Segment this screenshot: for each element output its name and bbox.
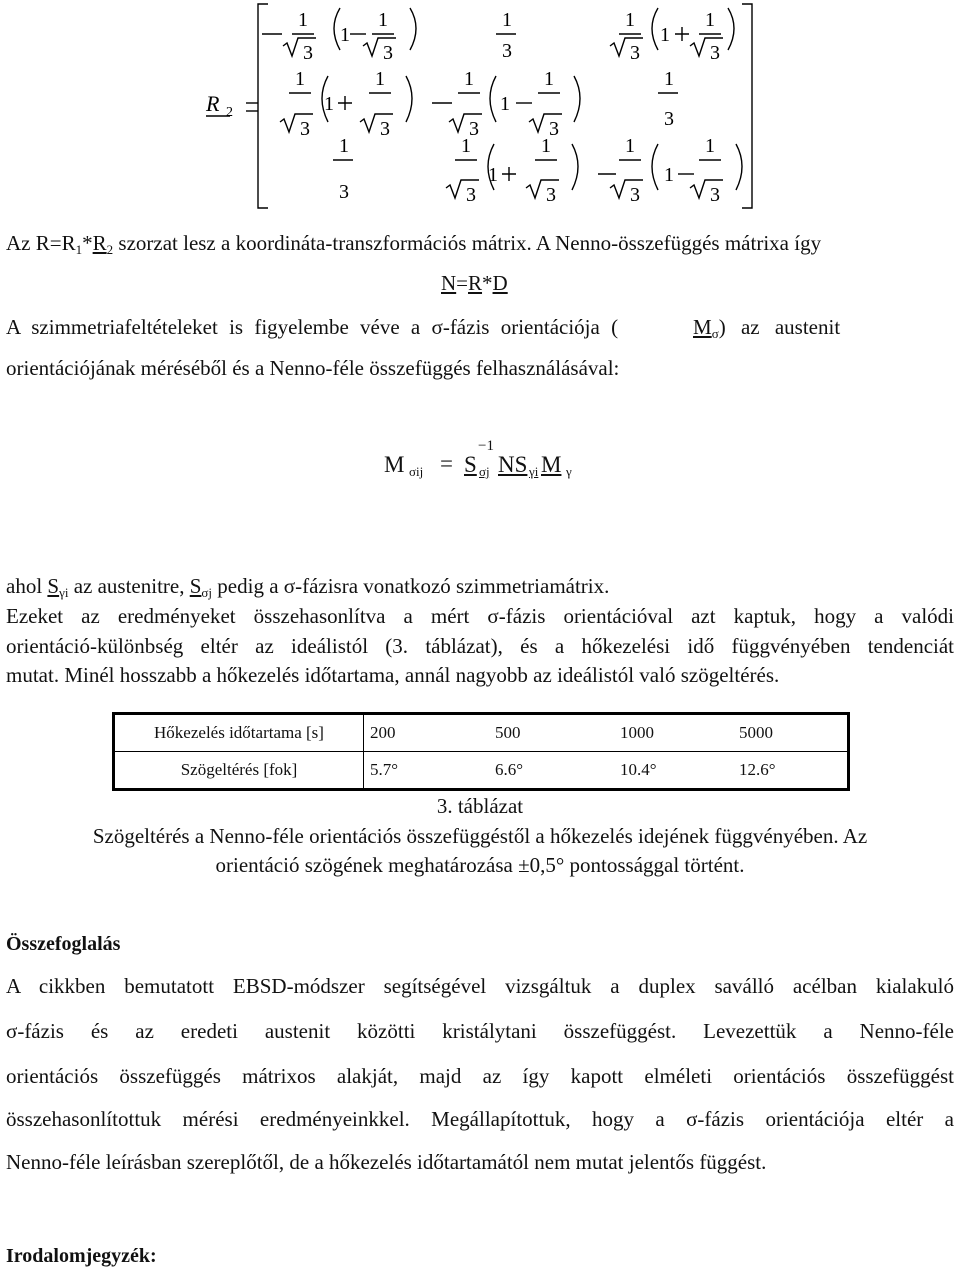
matrix-numeral-three: 3 — [630, 42, 640, 64]
matrix-lhs-subscript: 2 — [226, 105, 233, 120]
subscript-1: 1 — [75, 242, 83, 257]
table-row — [114, 752, 849, 790]
matrix-numeral-three: 3 — [380, 118, 390, 140]
matrix-numeral-three: 3 — [630, 184, 640, 206]
matrix-numeral-one: 1 — [375, 68, 385, 90]
eq-equals: = — [440, 451, 453, 476]
text-l1-b: az austenitre, — [68, 574, 190, 598]
table-caption-number: 3. táblázat — [436, 794, 524, 818]
matrix-numeral-one: 1 — [625, 9, 635, 31]
summary-line: A cikkben bemutatott EBSD-módszer segítségével vizsgáltuk a duplex saválló acélban kialakuló — [6, 974, 954, 998]
matrix-numeral-three: 3 — [300, 118, 310, 140]
matrix-numeral-three: 3 — [502, 40, 512, 62]
subscript-gamma-i: γi — [59, 585, 69, 600]
star-operator: * — [82, 231, 93, 255]
paragraph-symmetry-line-2 — [6, 356, 619, 380]
star-operator: * — [482, 271, 493, 295]
symbol-d: D — [492, 271, 508, 295]
matrix-numeral-one: 1 — [339, 135, 349, 157]
table-row-label: Szögeltérés [fok] — [114, 752, 364, 790]
matrix-numeral-one: 1 — [705, 9, 715, 31]
matrix-numeral-one: 1 — [488, 164, 498, 186]
matrix-numeral-three: 3 — [549, 118, 559, 140]
matrix-numeral-one: 1 — [340, 24, 350, 46]
symbol-r: R — [35, 231, 50, 255]
symbol-m-sigma: M — [693, 315, 712, 339]
paragraph-results-line-3: orientáció-különbség eltér az ideálistól (3. táblázat), és a hőkezelési idő függvényében tendenciát — [6, 634, 954, 658]
matrix-numeral-one: 1 — [544, 68, 554, 90]
summary-line: σ-fázis és az eredeti austenit közötti kristálytani összefüggést. Levezettük a Nenno-féle — [6, 1019, 954, 1043]
summary-line: orientációs összefüggés mátrixos alakját, majd az így kapott elméleti orientációs összefüggést — [6, 1064, 954, 1088]
summary-heading: Összefoglalás — [6, 933, 121, 955]
table-caption-line-2: orientáció szögének meghatározása ±0,5° pontossággal történt. — [215, 853, 745, 877]
matrix-numeral-three: 3 — [664, 108, 674, 130]
text-line1-b: ) az austenit — [718, 315, 841, 339]
matrix-numeral-one: 1 — [541, 135, 551, 157]
matrix-numeral-three: 3 — [383, 42, 393, 64]
matrix-numeral-three: 3 — [469, 118, 479, 140]
table-cell: 5.7° — [370, 760, 399, 779]
matrix-numeral-one: 1 — [705, 135, 715, 157]
text-l1-c: pedig a σ-fázisra vonatkozó szimmetriamátrix. — [212, 574, 610, 598]
matrix-numeral-three: 3 — [546, 184, 556, 206]
eq-s-subscript: σj — [479, 464, 490, 479]
table-row — [114, 714, 849, 752]
matrix-numeral-one: 1 — [625, 135, 635, 157]
symbol-s-sigma: S — [189, 574, 202, 598]
table-cell: 200 — [364, 714, 490, 752]
matrix-numeral-one: 1 — [664, 68, 674, 90]
summary-last-line: Nenno-féle leírásban szereplőtől, de a hőkezelés időtartamától nem mutat jelentős függést. — [6, 1150, 767, 1174]
paragraph-symmetry-line-1-tail — [693, 315, 840, 346]
symbol-s-gamma: S — [47, 574, 60, 598]
subscript-sigma: σ — [711, 326, 719, 341]
heat-treatment-table — [112, 712, 850, 791]
matrix-numeral-one: 1 — [295, 68, 305, 90]
table-cell: 5000 — [733, 714, 849, 752]
equals-sign: = — [456, 271, 469, 295]
matrix-numeral-one: 1 — [464, 68, 474, 90]
text-l1-a: ahol — [6, 574, 48, 598]
references-heading: Irodalomjegyzék: — [6, 1245, 157, 1267]
eq-s-superscript: −1 — [478, 438, 494, 454]
table-row-label: Hőkezelés időtartama [s] — [114, 714, 364, 752]
eq-m2: M — [541, 452, 562, 477]
symbol-r2: R — [92, 231, 107, 255]
matrix-numeral-one: 1 — [461, 135, 471, 157]
paragraph-product — [6, 231, 821, 262]
rotation-matrix-r2 — [0, 0, 960, 215]
text-rest: szorzat lesz a koordináta-transzformációs mátrix. A Nenno-összefüggés mátrixa így — [113, 231, 822, 255]
orientation-equation — [384, 438, 584, 488]
eq-s: S — [464, 452, 477, 477]
matrix-numeral-one: 1 — [502, 9, 512, 31]
paragraph-results-line-1 — [6, 574, 609, 605]
matrix-numeral-one: 1 — [378, 9, 388, 31]
matrix-numeral-three: 3 — [710, 42, 720, 64]
table-cell: 10.4° — [620, 760, 657, 779]
text-prefix: Az — [6, 231, 36, 255]
symbol-n: N — [441, 271, 457, 295]
matrix-figure — [0, 0, 960, 215]
paragraph-results-line-4: mutat. Minél hosszabb a hőkezelés időtartama, annál nagyobb az ideálistól való szögeltérés. — [6, 663, 780, 687]
equals-sign: = — [49, 231, 62, 255]
matrix-numeral-one: 1 — [664, 164, 674, 186]
table-cell: 500 — [489, 714, 614, 752]
table-cell: 1000 — [614, 714, 733, 752]
matrix-numeral-three: 3 — [339, 181, 349, 203]
eq-ns-subscript: γi — [529, 464, 539, 479]
text-line1-a: A szimmetriafeltételeket is figyelembe véve a σ-fázis orientációja ( — [6, 315, 619, 339]
eq-m: M — [384, 452, 405, 477]
subscript-2: 2 — [106, 242, 114, 257]
eq-m2-subscript: γ — [566, 464, 572, 479]
summary-line: összehasonlítottuk mérési eredményeinkkel. Megállapítottuk, hogy a σ-fázis orientációja eltér a — [6, 1107, 954, 1131]
eq-m-subscript: σij — [409, 464, 424, 479]
symbol-r: R — [468, 271, 483, 295]
table-caption-line-1: Szögeltérés a Nenno-féle orientációs összefüggéstől a hőkezelés idejének függvényében. Az — [92, 824, 868, 848]
matrix-numeral-one: 1 — [500, 93, 510, 115]
matrix-numeral-three: 3 — [303, 42, 313, 64]
table-cell: 6.6° — [495, 760, 524, 779]
matrix-lhs-r: R — [206, 91, 220, 116]
matrix-numeral-three: 3 — [710, 184, 720, 206]
matrix-numeral-one: 1 — [660, 24, 670, 46]
formula-n-equals-rd — [441, 271, 508, 295]
text-line2: orientációjának méréséből és a Nenno-féle összefüggés felhasználásával: — [6, 356, 620, 380]
eq-ns: NS — [498, 452, 528, 477]
matrix-numeral-one: 1 — [298, 9, 308, 31]
symbol-r1: R — [61, 231, 76, 255]
matrix-numeral-three: 3 — [466, 184, 476, 206]
matrix-numeral-one: 1 — [324, 93, 334, 115]
subscript-sigma-j: σj — [201, 585, 213, 600]
paragraph-results-line-2: Ezeket az eredményeket összehasonlítva a mért σ-fázis orientációval azt kaptuk, hogy a valódi — [6, 604, 954, 628]
table-cell: 12.6° — [739, 760, 776, 779]
